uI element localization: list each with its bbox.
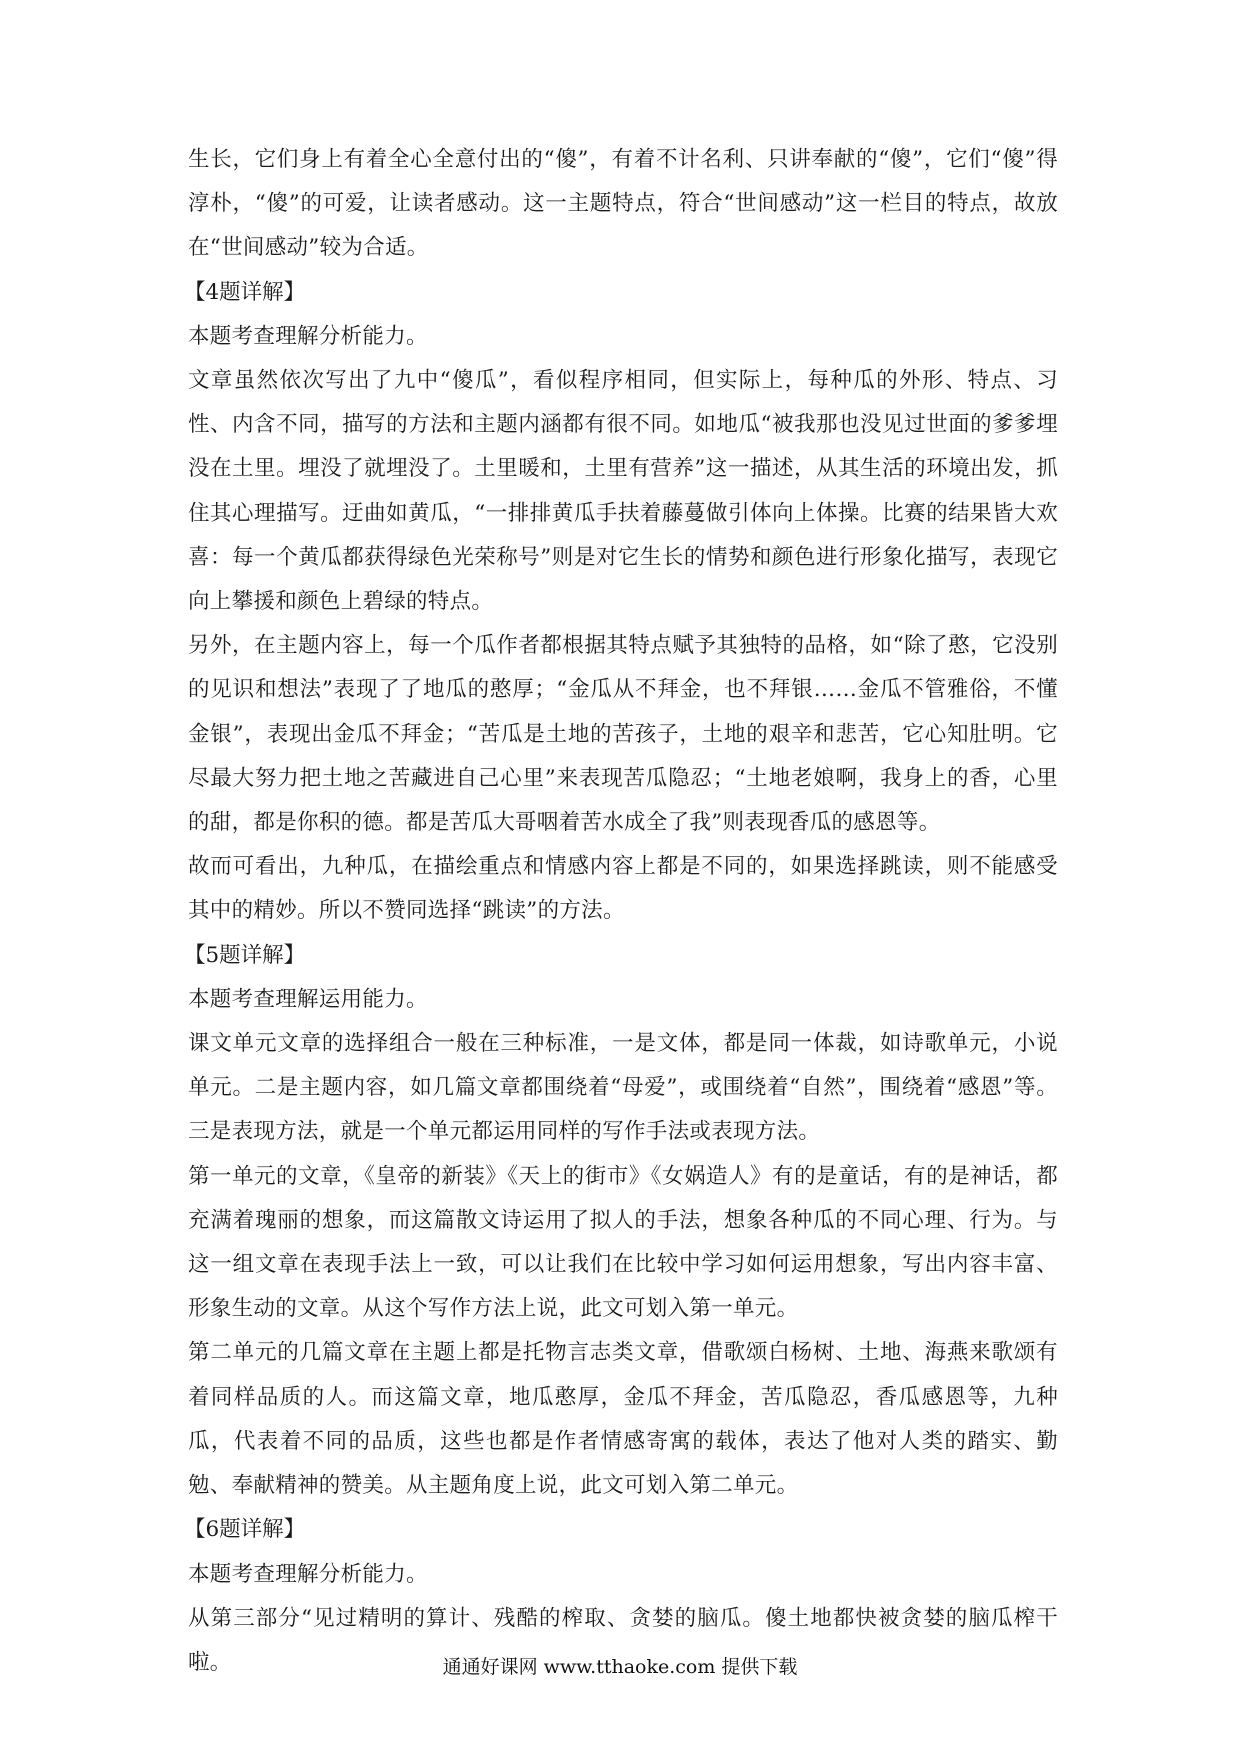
paragraph: 另外，在主题内容上，每一个瓜作者都根据其特点赋予其独特的品格，如“除了憨，它没别的见识和想法”表现了了地瓜的憨厚；“金瓜从不拜金，也不拜银……金瓜不管雅俗，不懂金银”，表现出金瓜不拜金；“苦瓜是土地的苦孩子，土地的艰辛和悲苦，它心知肚明。它尽最大努力把土地之苦藏进自己心里”来表现苦瓜隐忍；“土地老娘啊，我身上的香，心里的甜，都是你积的德。都是苦瓜大哥咽着苦水成全了我”则表现香瓜的感恩等。 xyxy=(188,633,1058,836)
paragraph: 本题考查理解运用能力。 xyxy=(188,986,428,1012)
section-heading-q6: 【6题详解】 xyxy=(184,1517,306,1543)
paragraph: 文章虽然依次写出了九中“傻瓜”，看似程序相同，但实际上，每种瓜的外形、特点、习性、内含不同，描写的方法和主题内涵都有很不同。如地瓜“被我那也没见过世面的爹爹埋没在土里。埋没了就埋没了。土里暖和，土里有营养”这一描述，从其生活的环境出发，抓住其心理描写。迂曲如黄瓜，“一排排黄瓜手扶着藤蔓做引体向上体操。比赛的结果皆大欢喜：每一个黄瓜都获得绿色光荣称号”则是对它生长的情势和颜色进行形象化描写，表现它向上攀援和颜色上碧绿的特点。 xyxy=(188,368,1058,615)
paragraph: 生长，它们身上有着全心全意付出的“傻”，有着不计名利、只讲奉献的“傻”，它们“傻”得淳朴，“傻”的可爱，让读者感动。这一主题特点，符合“世间感动”这一栏目的特点，故放在“世间感动”较为合适。 xyxy=(188,147,1058,261)
paragraph: 课文单元文章的选择组合一般在三种标准，一是文体，都是同一体裁，如诗歌单元，小说单元。二是主题内容，如几篇文章都围绕着“母爱”，或围绕着“自然”，围绕着“感恩”等。三是表现方法，就是一个单元都运用同样的写作手法或表现方法。 xyxy=(188,1031,1058,1145)
paragraph: 第一单元的文章，《皇帝的新装》《天上的街市》《女娲造人》有的是童话，有的是神话，都充满着瑰丽的想象，而这篇散文诗运用了拟人的手法，想象各种瓜的不同心理、行为。与这一组文章在表现手法上一致，可以让我们在比较中学习如何运用想象，写出内容丰富、形象生动的文章。从这个写作方法上说，此文可划入第一单元。 xyxy=(188,1163,1058,1322)
paragraph: 从第三部分“见过精明的算计、残酷的榨取、贪婪的脑瓜。傻土地都快被贪婪的脑瓜榨干啦。 xyxy=(188,1605,1058,1675)
section-heading-q4: 【4题详解】 xyxy=(184,279,306,305)
paragraph: 本题考查理解分析能力。 xyxy=(188,323,428,349)
document-body xyxy=(184,138,1058,1685)
paragraph: 本题考查理解分析能力。 xyxy=(188,1561,428,1587)
section-heading-q5: 【5题详解】 xyxy=(184,942,306,968)
paragraph: 第二单元的几篇文章在主题上都是托物言志类文章，借歌颂白杨树、土地、海燕来歌颂有着同样品质的人。而这篇文章，地瓜憨厚，金瓜不拜金，苦瓜隐忍，香瓜感恩等，九种瓜，代表着不同的品质，这些也都是作者情感寄寓的载体，表达了他对人类的踏实、勤勉、奉献精神的赞美。从主题角度上说，此文可划入第二单元。 xyxy=(188,1340,1058,1499)
page-footer: 通通好课网 www.tthaoke.com 提供下载 xyxy=(442,1656,798,1678)
paragraph: 故而可看出，九种瓜，在描绘重点和情感内容上都是不同的，如果选择跳读，则不能感受其中的精妙。所以不赞同选择“跳读”的方法。 xyxy=(188,854,1058,924)
